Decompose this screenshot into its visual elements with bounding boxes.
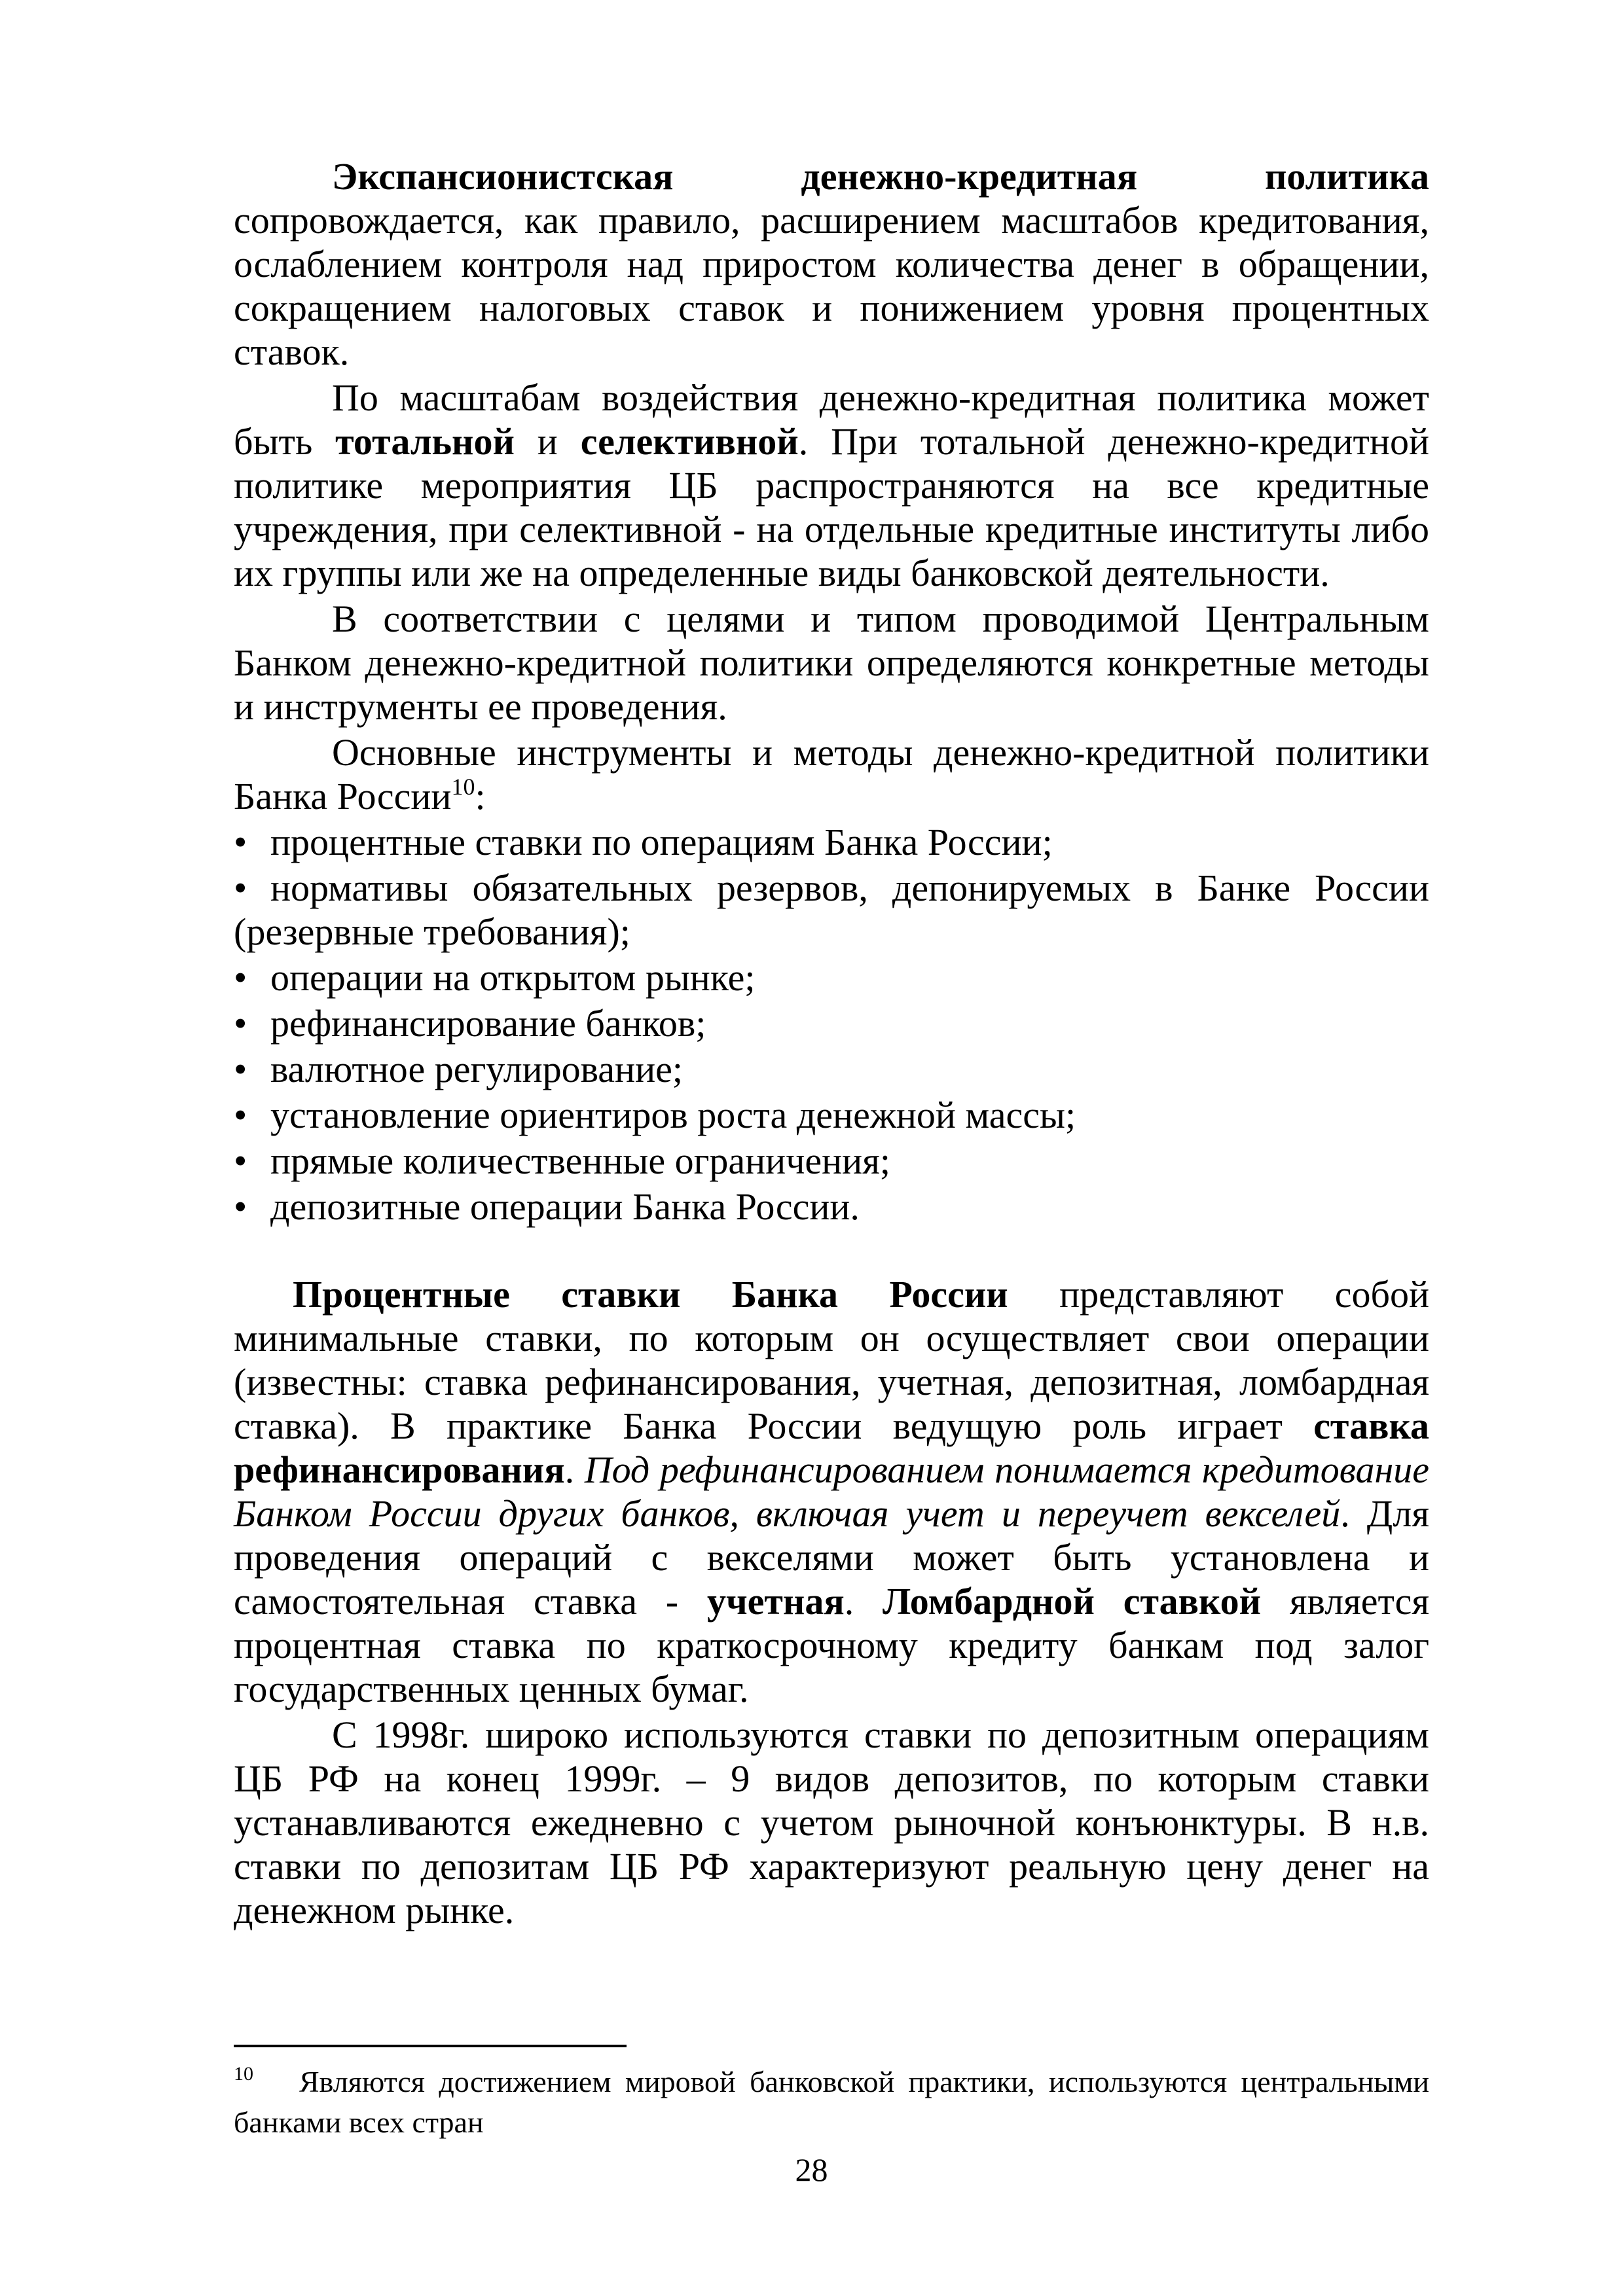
bullet-icon: • bbox=[234, 1185, 247, 1228]
bold-term: учетная bbox=[706, 1580, 845, 1623]
bullet-icon: • bbox=[234, 956, 247, 999]
bullet-icon: • bbox=[234, 821, 247, 863]
bullet-icon: • bbox=[234, 1094, 247, 1136]
bold-term: Ломбардной ставкой bbox=[883, 1580, 1262, 1623]
bold-term: ставка рефинансирования bbox=[234, 1405, 1429, 1491]
list-item: • прямые количественные ограничения; bbox=[234, 1139, 891, 1182]
bold-term: Экспансионистская денежно-кредитная политика bbox=[332, 155, 1429, 198]
page-body bbox=[234, 154, 1429, 1934]
list-item: • установление ориентиров роста денежной массы; bbox=[234, 1094, 1076, 1136]
list-item: • операции на открытом рынке; bbox=[234, 956, 756, 999]
bullet-icon: • bbox=[234, 1002, 247, 1045]
bold-term: селективной bbox=[580, 420, 799, 463]
footnote-ref[interactable]: 10 bbox=[451, 774, 475, 800]
paragraph-methods: В соответствии с целями и типом проводимой Центральным Банком денежно-кредитной политики определяются конкретные методы и инструменты ее проведения. bbox=[234, 598, 1429, 728]
bullet-icon: • bbox=[234, 1048, 247, 1090]
page-number: 28 bbox=[795, 2151, 828, 2188]
list-item: • процентные ставки по операциям Банка России; bbox=[234, 821, 1053, 863]
list-item: • депозитные операции Банка России. bbox=[234, 1185, 860, 1228]
bold-term: Процентные ставки Банка России bbox=[293, 1273, 1008, 1316]
paragraph-interest-rates: Процентные ставки Банка России представляют собой минимальные ставки, по которым он осуществляет свои операции (известны: ставка рефинансирования, учетная, депозитная, ломбардная ставка). В практике Банка России ведущую роль играет ставка рефинансирования. Под рефинансированием понимается кредитование Банком России других банков, включая учет и переучет векселей. Для проведения операций с векселями может быть установлена и самостоятельная ставка - учетная. Ломбардной ставкой является процентная ставка по краткосрочному кредиту банкам под залог государственных ценных бумаг. bbox=[234, 1273, 1430, 1710]
spacer bbox=[234, 1230, 1429, 1272]
bullet-icon: • bbox=[234, 1139, 247, 1182]
footnote-text: Являются достижением мировой банковской практики, используются центральными банками всех стран bbox=[234, 2065, 1429, 2139]
footnote-mark: 10 bbox=[234, 2063, 253, 2085]
list-item: • рефинансирование банков; bbox=[234, 1002, 706, 1045]
italic-definition: Под рефинансированием понимается кредитование Банком России других банков, включая учет и переучет векселей bbox=[234, 1448, 1430, 1535]
bullet-icon: • bbox=[234, 867, 247, 909]
footnote bbox=[234, 2062, 1429, 2143]
bold-term: тотальной bbox=[335, 420, 515, 463]
instruments-list bbox=[234, 820, 1429, 1229]
paragraph-expansionary-policy: Экспансионистская денежно-кредитная политика сопровождается, как правило, расширением масштабов кредитования, ослаблением контроля над приростом количества денег в обращении, сокращением налоговых ставок и понижением уровня процентных ставок. bbox=[234, 155, 1429, 373]
footnote-separator bbox=[234, 2045, 627, 2047]
list-item: • валютное регулирование; bbox=[234, 1048, 683, 1090]
list-item: • нормативы обязательных резервов, депонируемых в Банке России (резервные требования); bbox=[234, 867, 1429, 953]
paragraph-scope: По масштабам воздействия денежно-кредитная политика может быть тотальной и селективной. При тотальной денежно-кредитной политике мероприятия ЦБ распространяются на все кредитные учреждения, при селективной - на отдельные кредитные институты либо их группы или же на определенные виды банковской деятельности. bbox=[234, 376, 1429, 594]
paragraph-instruments-intro: Основные инструменты и методы денежно-кредитной политики Банка России$^{10}$: bbox=[234, 731, 1429, 817]
paragraph-deposit-rates: С 1998г. широко используются ставки по депозитным операциям ЦБ РФ на конец 1999г. – 9 видов депозитов, по которым ставки устанавливаются ежедневно с учетом рыночной конъюнктуры. В н.в. ставки по депозитам ЦБ РФ характеризуют реальную цену денег на денежном рынке. bbox=[234, 1713, 1429, 1931]
